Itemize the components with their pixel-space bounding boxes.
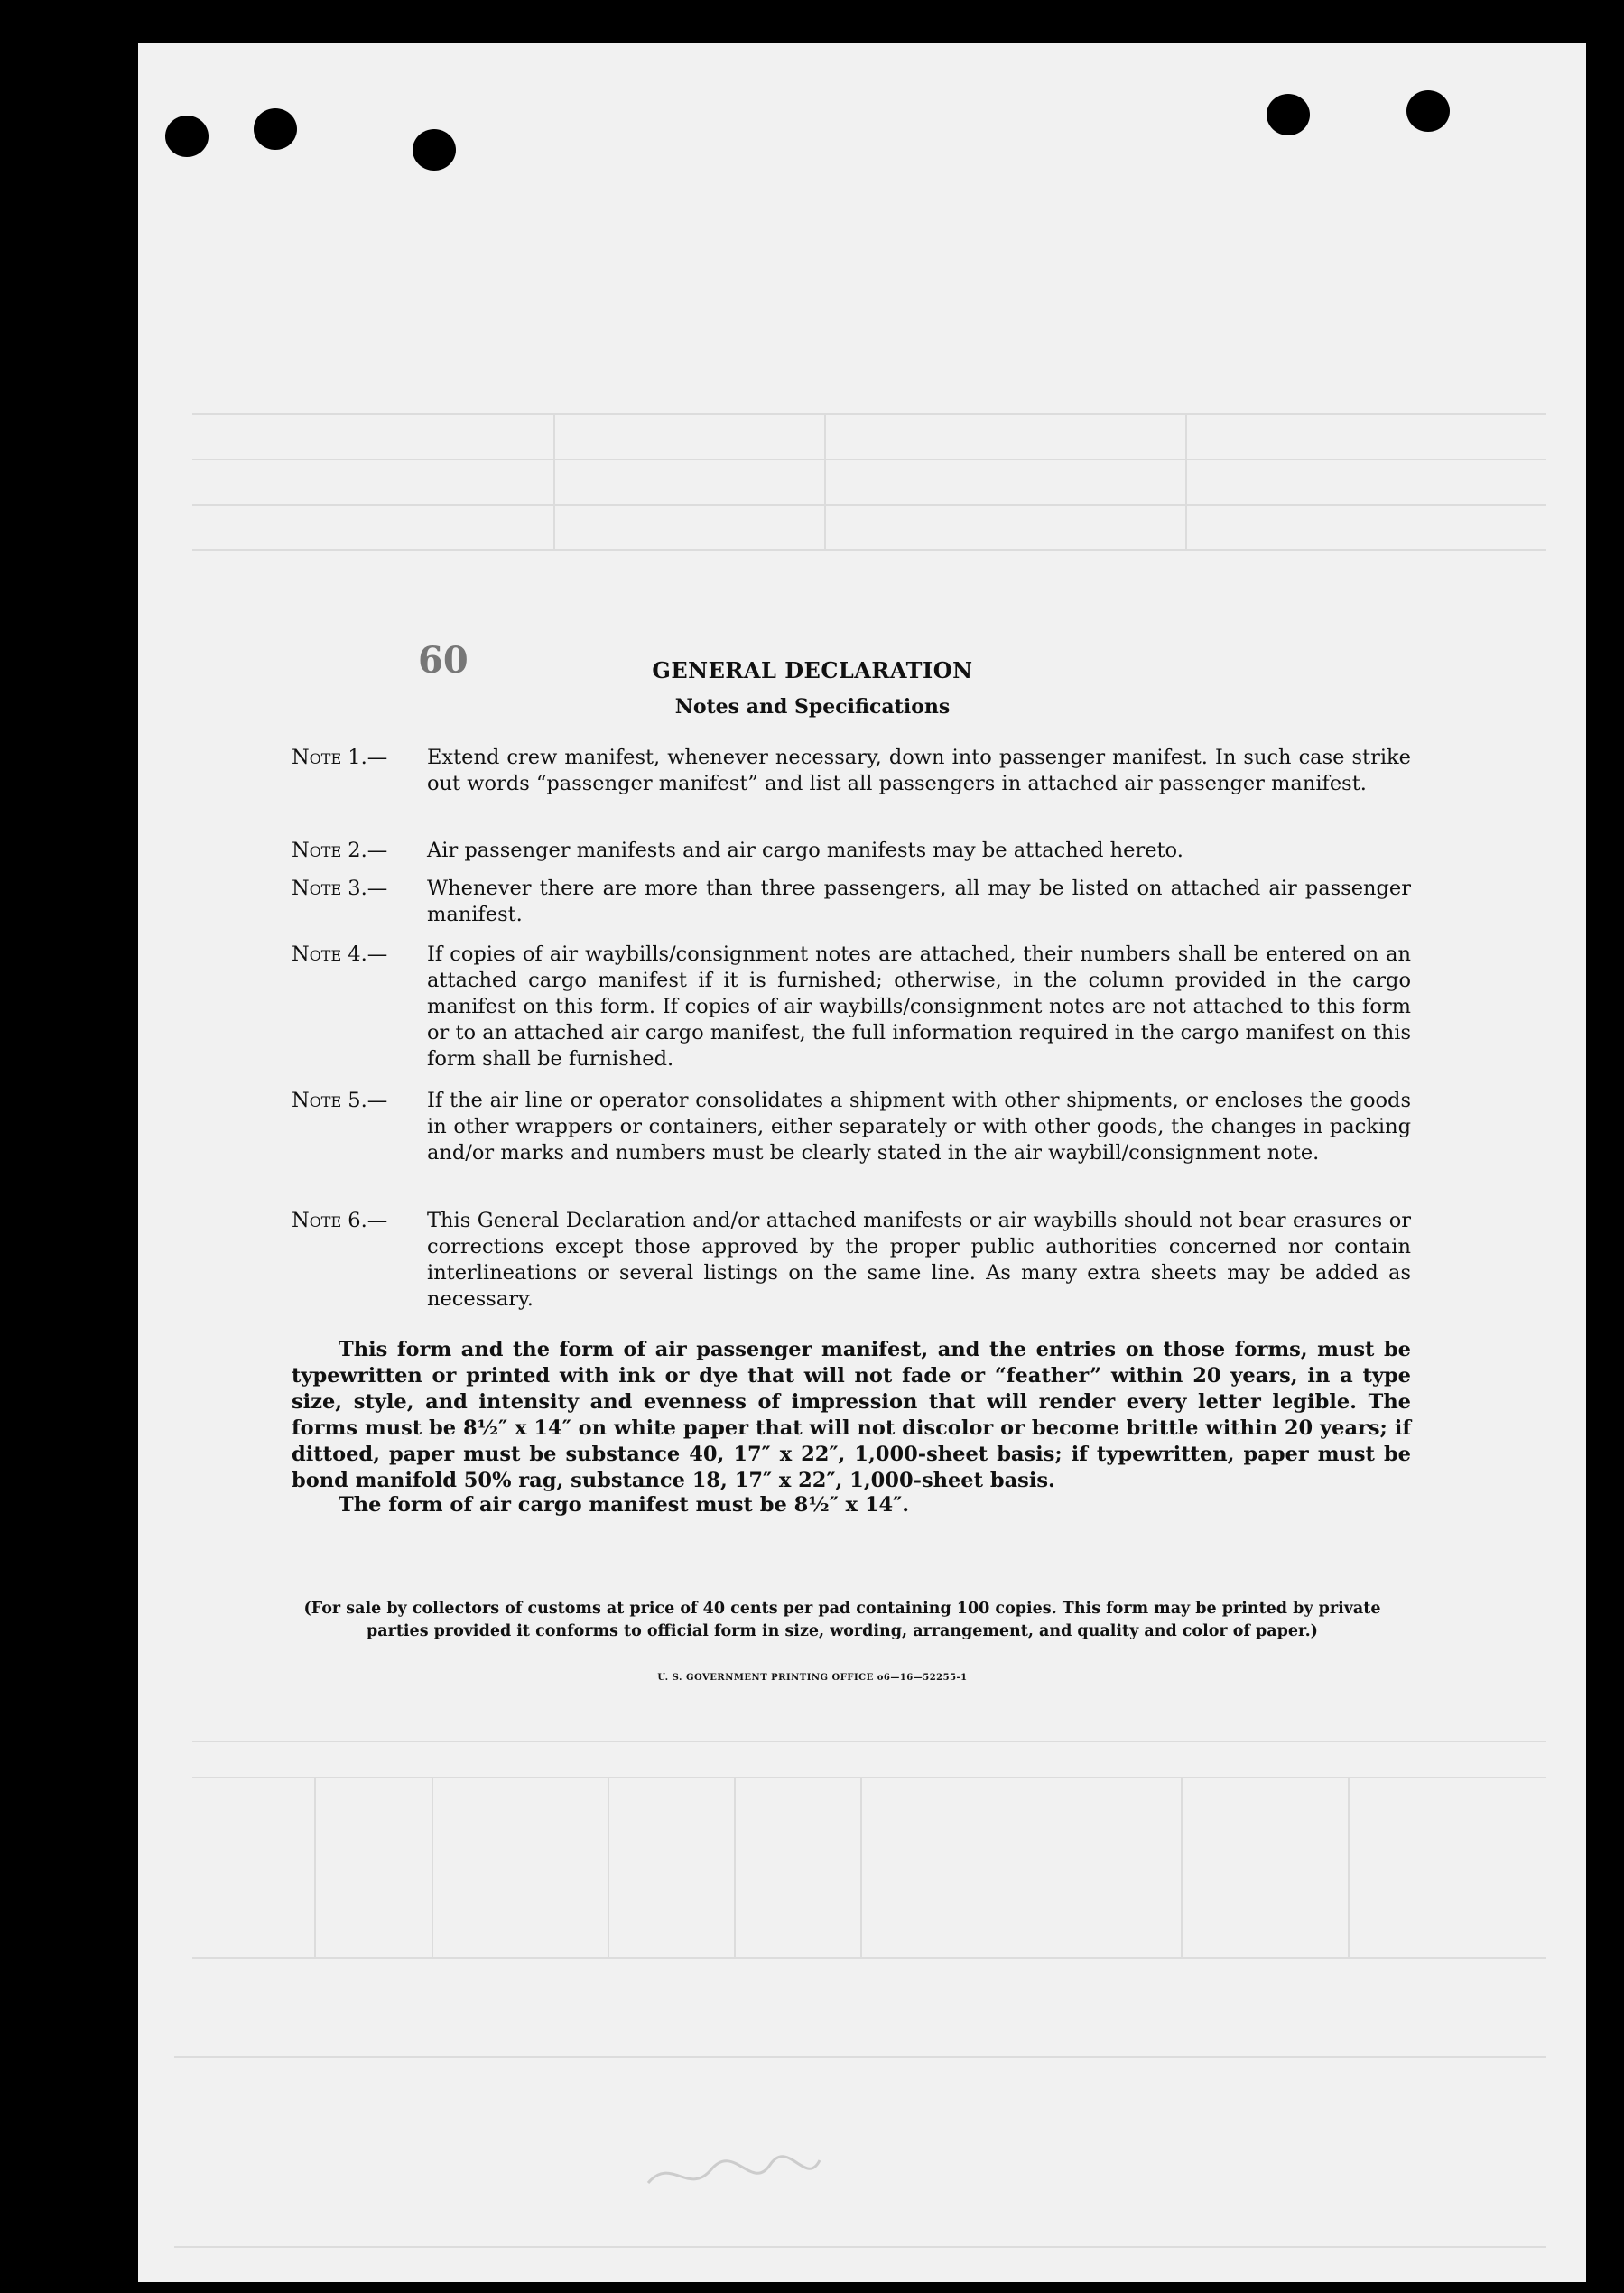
cargo-form-specification: The form of air cargo manifest must be 8½″ x 14″. xyxy=(339,1493,910,1517)
note-text: Air passenger manifests and air cargo manifests may be attached hereto. xyxy=(427,839,1183,862)
note-label: Note 2.— xyxy=(292,839,388,862)
note-text: If the air line or operator consolidates a shipment with other shipments, or encloses the goods in other wrappers or containers, either separately or with other goods, the changes in packing and/or marks and numbers must be clearly stated in the air waybill/consignment note. xyxy=(427,1089,1411,1165)
punch-hole-left-1 xyxy=(254,108,297,150)
note-label: Note 5.— xyxy=(292,1089,388,1112)
note-label: Note 1.— xyxy=(292,746,388,769)
note-label: Note 3.— xyxy=(292,877,388,900)
note-label: Note 4.— xyxy=(292,942,388,966)
note-1 xyxy=(292,745,1411,797)
page-subtitle: Notes and Specifications xyxy=(674,695,951,719)
note-text: Whenever there are more than three passengers, all may be listed on attached air passenger manifest. xyxy=(427,877,1411,926)
punch-hole-left-2 xyxy=(165,116,209,157)
note-6 xyxy=(292,1208,1411,1313)
signature-scribble xyxy=(644,2147,824,2201)
sale-notice: (For sale by collectors of customs at price of 40 cents per pad containing 100 copies. This form may be printed by private parties provided it conforms to official form in size, wording, arrangement, and quality and color of paper.) xyxy=(303,1600,1381,1640)
punch-hole-left-3 xyxy=(413,129,456,171)
note-text: This General Declaration and/or attached manifests or air waybills should not bear erasures or corrections except those approved by the proper public authorities concerned nor contain interlineations or several listings on the same line. As many extra sheets may be added as necessary. xyxy=(427,1209,1411,1311)
note-text: Extend crew manifest, whenever necessary, down into passenger manifest. In such case strike out words “passenger manifest” and list all passengers in attached air passenger manifest. xyxy=(427,746,1411,795)
document-sheet xyxy=(138,43,1586,2282)
note-text: If copies of air waybills/consignment notes are attached, their numbers shall be entered on an attached cargo manifest if it is furnished; otherwise, in the column provided in the cargo manifest on this form. If copies of air waybills/consignment notes are not attached to this form or to an attached air cargo manifest, the full information required in the cargo manifest on this form shall be furnished. xyxy=(427,942,1411,1071)
note-4 xyxy=(292,942,1411,1072)
note-label: Note 6.— xyxy=(292,1209,388,1232)
punch-hole-right-1 xyxy=(1267,94,1310,135)
note-5 xyxy=(292,1088,1411,1166)
note-3 xyxy=(292,876,1411,928)
stamp-mark: 60 xyxy=(418,639,469,682)
punch-hole-right-2 xyxy=(1406,90,1450,132)
printer-line: U. S. GOVERNMENT PRINTING OFFICE o6—16—52255-1 xyxy=(657,1673,968,1683)
note-2 xyxy=(292,838,1411,864)
form-specification: This form and the form of air passenger manifest, and the entries on those forms, must be typewritten or printed with ink or dye that will not fade or “feather” within 20 years, in a type size, style, and intensity and evenness of impression that will render every letter legible. The forms must be 8½″ x 14″ on white paper that will not discolor or become brittle within 20 years; if dittoed, paper must be substance 40, 17″ x 22″, 1,000-sheet basis; if typewritten, paper must be bond manifold 50% rag, substance 18, 17″ x 22″, 1,000-sheet basis. xyxy=(292,1338,1411,1492)
page-title: GENERAL DECLARATION xyxy=(652,657,973,683)
